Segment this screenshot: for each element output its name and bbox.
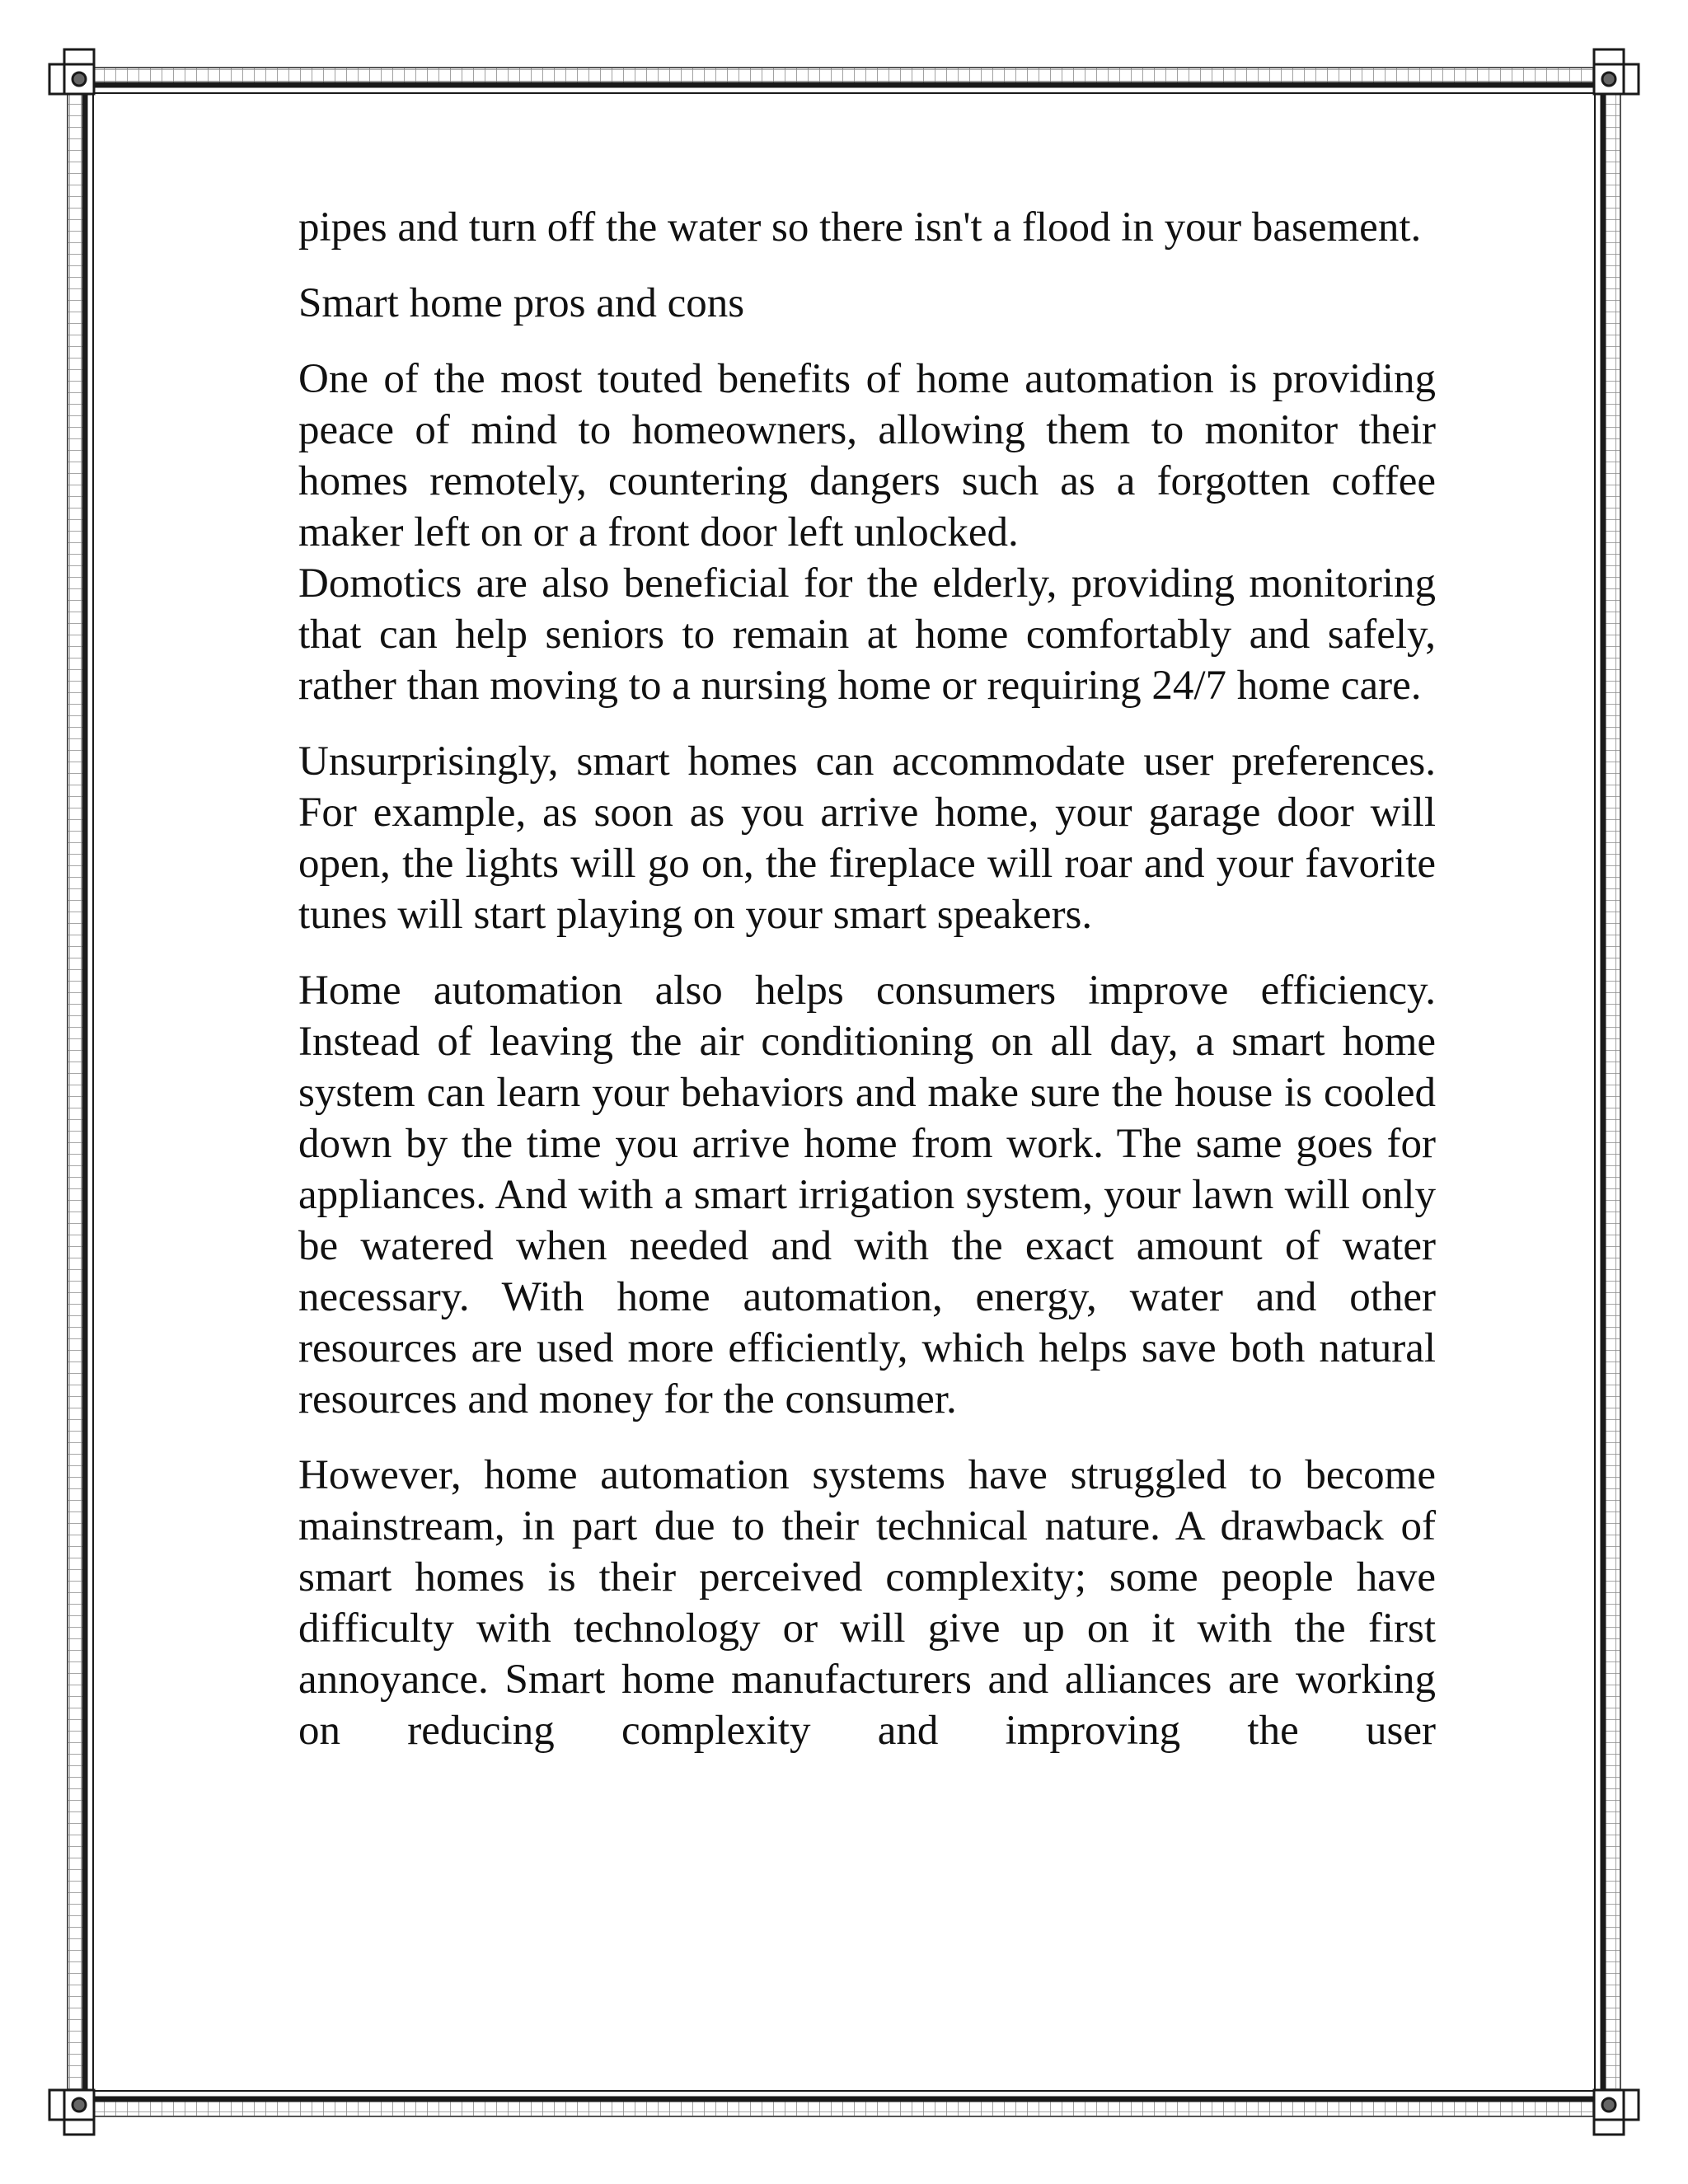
corner-ornament-top-left [49,49,94,94]
border-pattern-bottom [73,2100,1615,2116]
corner-ornament-bottom-left [49,2090,94,2135]
corner-ornament-bottom-right [1594,2090,1639,2135]
paragraph-peace-of-mind: One of the most touted benefits of home automation is providing peace of mind to homeowners, allowing them to monitor their homes remotely, countering dangers such as a forgotten coffee maker left on or a front door left unlocked. [298,356,1436,555]
paragraph-continuation: pipes and turn off the water so there isn't a flood in your basement. [298,204,1422,251]
body-text [298,202,1436,1781]
section-heading: Smart home pros and cons [298,280,745,326]
border-pattern-top [73,68,1615,84]
paragraph-preferences: Unsurprisingly, smart homes can accommodate user preferences. For example, as soon as you arrive home, your garage door will open, the lights will go on, the fireplace will roar and your favorite tunes will start playing on your smart speakers. [298,738,1436,938]
border-pattern-left [68,73,84,2111]
paragraph-elderly: Domotics are also beneficial for the elderly, providing monitoring that can help seniors to remain at home comfortably and safely, rather than moving to a nursing home or requiring 24/7 home care. [298,560,1436,709]
border-pattern-right [1604,73,1620,2111]
paragraph-efficiency: Home automation also helps consumers improve efficiency. Instead of leaving the air conditioning on all day, a smart home system can learn your behaviors and make sure the house is cooled down by the time you arrive home from work. The same goes for appliances. And with a smart irrigation system, your lawn will only be watered when needed and with the exact amount of water necessary. With home automation, energy, water and other resources are used more efficiently, which helps save both natural resources and money for the consumer. [298,968,1436,1422]
paragraph-drawbacks: However, home automation systems have struggled to become mainstream, in part due to their technical nature. A drawback of smart homes is their perceived complexity; some people have difficulty with technology or will give up on it with the first annoyance. Smart home manufacturers and alliances are working on reducing complexity and improving the user [298,1452,1436,1754]
corner-ornament-top-right [1594,49,1639,94]
